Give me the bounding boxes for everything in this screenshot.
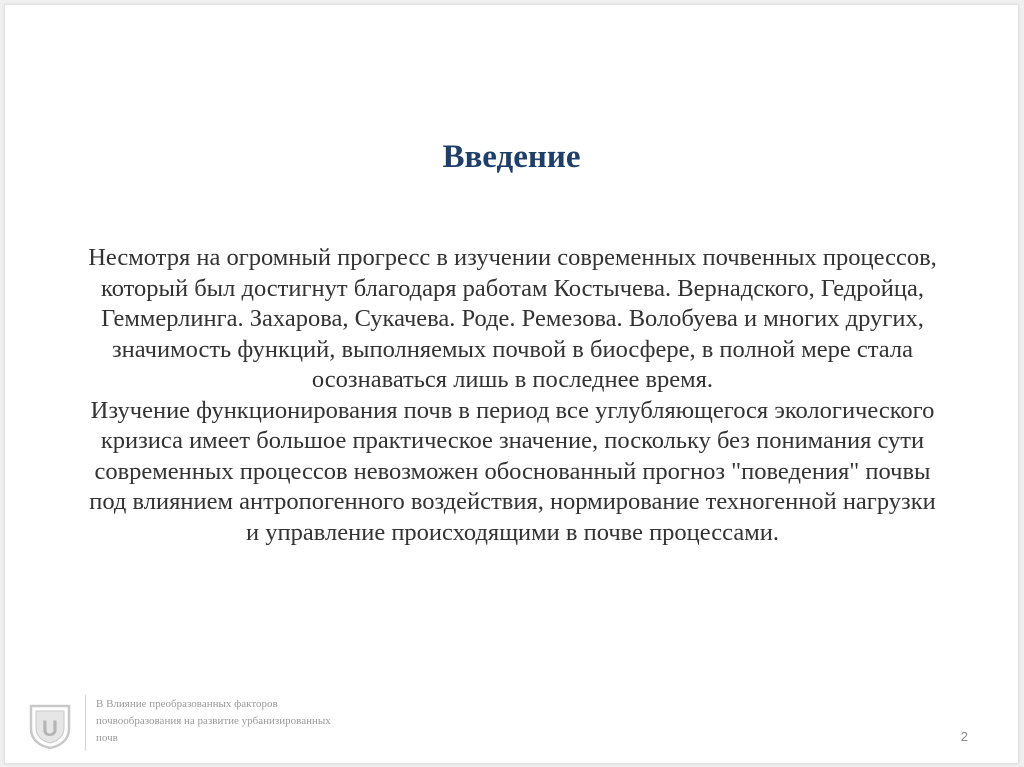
logo-letter: U [42,716,58,741]
slide [4,4,1019,764]
footer-caption-line: почвообразования на развитие урбанизированных [96,715,331,727]
slide-title: Введение [442,139,581,175]
body-line: кризиса имеет большое практическое значение, поскольку без понимания сути [100,427,925,454]
body-line: Несмотря на огромный прогресс в изучении современных почвенных процессов, [88,244,937,271]
footer-caption [96,696,386,747]
body-line: и управление происходящими в почве процессами. [246,518,779,546]
body-line: Изучение функционирования почв в период все углубляющегося экологического [90,396,935,424]
footer-divider [85,695,86,751]
body-line: значимость функций, выполняемых почвой в биосфере, в полной мере стала [112,335,913,363]
slide-footer [5,695,1018,755]
body-line: современных процессов невозможен обоснованный прогноз "поведения" почвы [94,457,931,485]
body-line: Геммерлинга. Захарова, Сукачева. Роде. Ремезова. Волобуева и многих других, [101,305,924,332]
body-line: осознаваться лишь в последнее время. [311,366,714,393]
body-line: под влиянием антропогенного воздействия, нормирование техногенной нагрузки [89,488,936,515]
page-number: 2 [960,729,968,744]
body-line: который был достигнут благодаря работам Костычева. Вернадского, Гедройца, [101,274,924,302]
university-shield-logo-icon [27,703,73,749]
footer-caption-line: В Влияние преобразованных факторов [96,698,278,710]
slide-body [45,243,980,548]
footer-caption-line: почв [96,732,118,744]
